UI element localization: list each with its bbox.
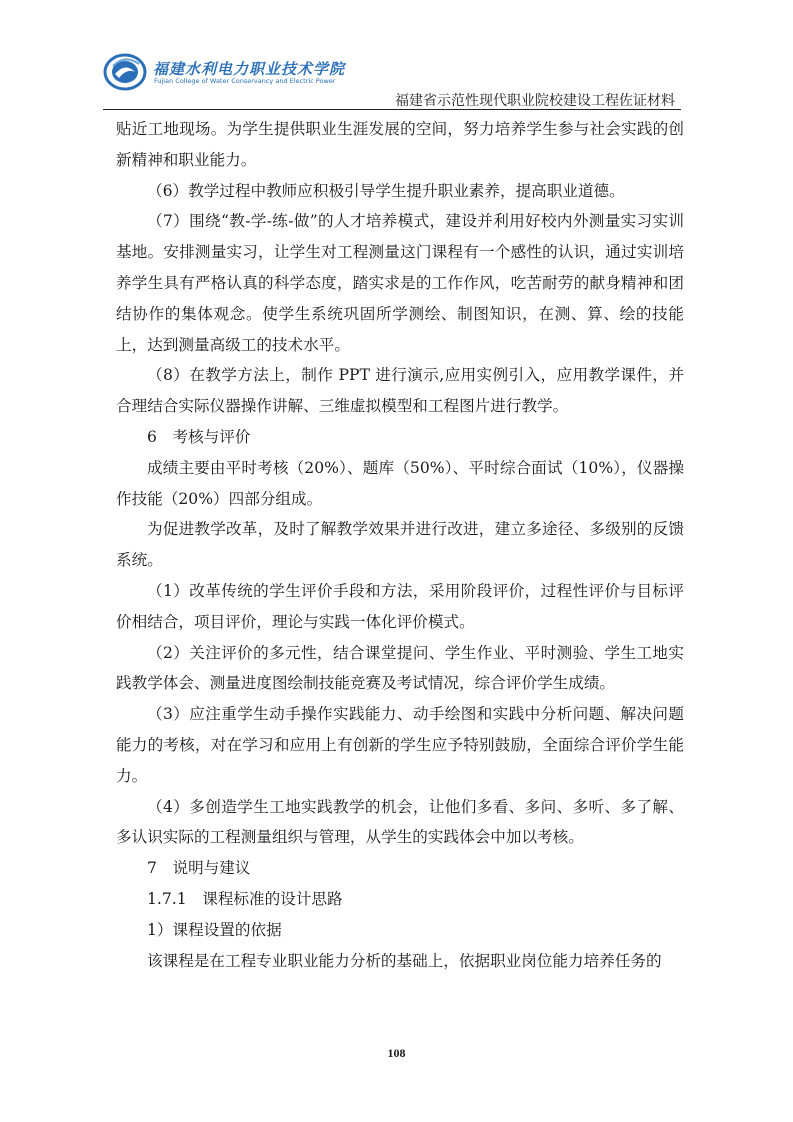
paragraph: （7）围绕“教-学-练-做”的人才培养模式，建设并利用好校内外测量实习实训基地。安排测量实习，让学生对工程测量这门课程有一个感性的认识，通过实训培养学生具有严格认真的科学态度，踏实求是的工作作风，吃苦耐劳的献身精神和团结协作的集体观念。使学生系统巩固所学测绘、制图知识，在测、算、绘的技能上，达到测量高级工的技术水平。 bbox=[116, 212, 684, 354]
page-header bbox=[103, 52, 681, 109]
paragraph: （3）应注重学生动手操作实践能力、动手绘图和实践中分析问题、解决问题能力的考核，对在学习和应用上有创新的学生应予特别鼓励，全面综合评价学生能力。 bbox=[116, 705, 684, 785]
subsection-heading: 1）课程设置的依据 bbox=[147, 920, 282, 939]
paragraph: （2）关注评价的多元性，结合课堂提问、学生作业、平时测验、学生工地实践教学体会、测量进度图绘制技能竞赛及考试情况，综合评价学生成绩。 bbox=[116, 643, 684, 693]
paragraph: 该课程是在工程专业职业能力分析的基础上，依据职业岗位能力培养任务的 bbox=[147, 951, 662, 970]
section-heading: 7 说明与建议 bbox=[147, 859, 251, 878]
page-number: 108 bbox=[387, 1046, 406, 1060]
paragraph: 为促进教学改革，及时了解教学效果并进行改进，建立多途径、多级别的反馈系统。 bbox=[116, 520, 684, 570]
document-body bbox=[116, 114, 684, 976]
paragraph: 成绩主要由平时考核（20%）、题库（50%）、平时综合面试（10%），仪器操作技能（20%）四部分组成。 bbox=[116, 458, 684, 508]
college-emblem-icon bbox=[103, 52, 147, 92]
paragraph: （4）多创造学生工地实践教学的机会，让他们多看、多问、多听、多了解、多认识实际的工程测量组织与管理，从学生的实践体会中加以考核。 bbox=[116, 797, 684, 847]
section-heading: 6 考核与评价 bbox=[147, 427, 251, 446]
header-divider bbox=[103, 109, 681, 110]
paragraph: 贴近工地现场。为学生提供职业生涯发展的空间，努力培养学生参与社会实践的创新精神和职业能力。 bbox=[116, 120, 684, 169]
paragraph: （6）教学过程中教师应积极引导学生提升职业素养，提高职业道德。 bbox=[147, 181, 625, 200]
logo-text-cn: 福建水利电力职业技术学院 bbox=[153, 60, 346, 78]
logo-text-en: Fujian College of Water Conservancy and Electric Power bbox=[154, 77, 336, 85]
college-logo bbox=[103, 52, 346, 92]
subsection-heading: 1.7.1 课程标准的设计思路 bbox=[147, 889, 343, 908]
paragraph: （1）改革传统的学生评价手段和方法，采用阶段评价，过程性评价与目标评价相结合，项目评价，理论与实践一体化评价模式。 bbox=[116, 581, 684, 631]
paragraph: （8）在教学方法上，制作 PPT 进行演示,应用实例引入，应用教学课件，并合理结合实际仪器操作讲解、三维虚拟模型和工程图片进行教学。 bbox=[116, 366, 684, 416]
header-title: 福建省示范性现代职业院校建设工程佐证材料 bbox=[395, 93, 675, 109]
